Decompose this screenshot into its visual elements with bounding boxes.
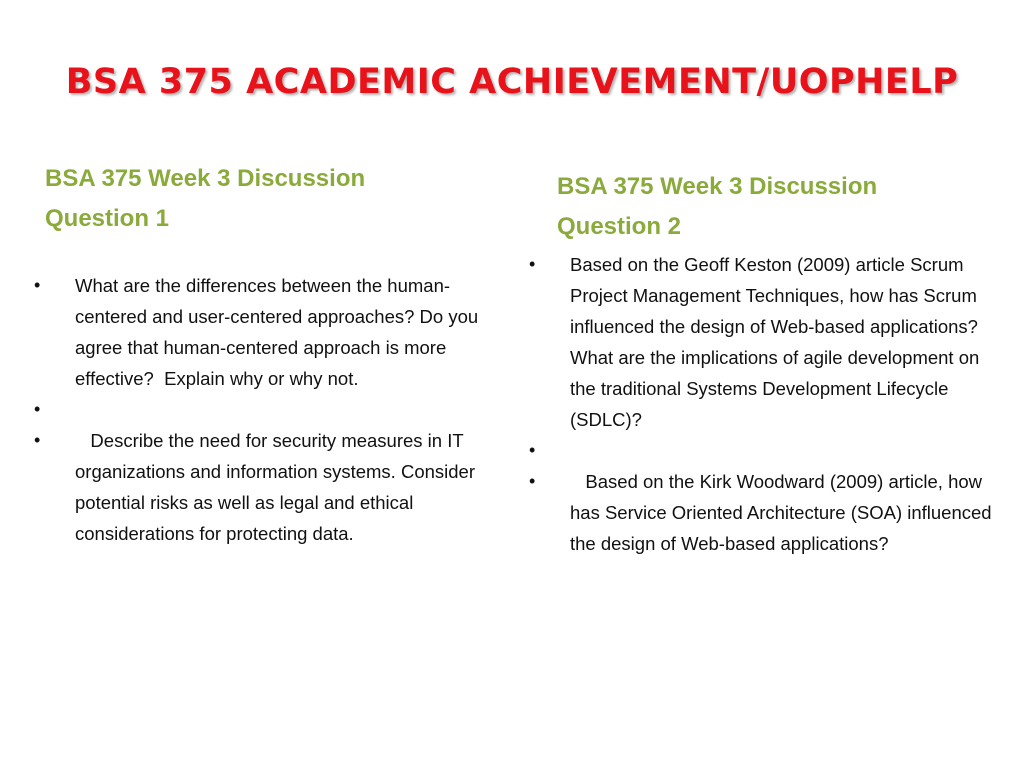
bullet-text: Based on the Kirk Woodward (2009) article, how has Service Oriented Architecture (SOA) influenced the design of Web-based applications? xyxy=(570,471,997,554)
bullet-item xyxy=(529,435,1009,466)
left-column-heading: BSA 375 Week 3 Discussion Question 1 xyxy=(45,165,366,232)
bullet-item xyxy=(34,394,484,425)
right-column-heading: BSA 375 Week 3 Discussion Question 2 xyxy=(557,173,878,240)
right-bullet-list xyxy=(529,249,1009,559)
bullet-icon: • xyxy=(34,275,41,295)
bullet-item xyxy=(34,270,484,394)
bullet-item xyxy=(529,249,1009,435)
bullet-text: Describe the need for security measures in IT organizations and information systems. Consider potential risks as well as legal and ethical considerations for protecting data. xyxy=(75,430,481,544)
left-bullet-list xyxy=(34,270,484,549)
bullet-text: What are the differences between the human-centered and user-centered approaches? Do you agree that human-centered approach is more effective? Explain why or why not. xyxy=(75,275,484,389)
bullet-item xyxy=(529,466,1009,559)
bullet-icon: • xyxy=(529,440,536,460)
bullet-icon: • xyxy=(529,471,536,491)
bullet-icon: • xyxy=(529,254,536,274)
slide-title: BSA 375 ACADEMIC ACHIEVEMENT/UOPHELP xyxy=(65,62,959,102)
bullet-icon: • xyxy=(34,430,41,450)
bullet-icon: • xyxy=(34,399,41,419)
bullet-text: Based on the Geoff Keston (2009) article Scrum Project Management Techniques, how has Scrum influenced the design of Web-based applications? What are the implications of agile development on the traditional Systems Development Lifecycle (SDLC)? xyxy=(570,254,985,430)
bullet-item xyxy=(34,425,484,549)
